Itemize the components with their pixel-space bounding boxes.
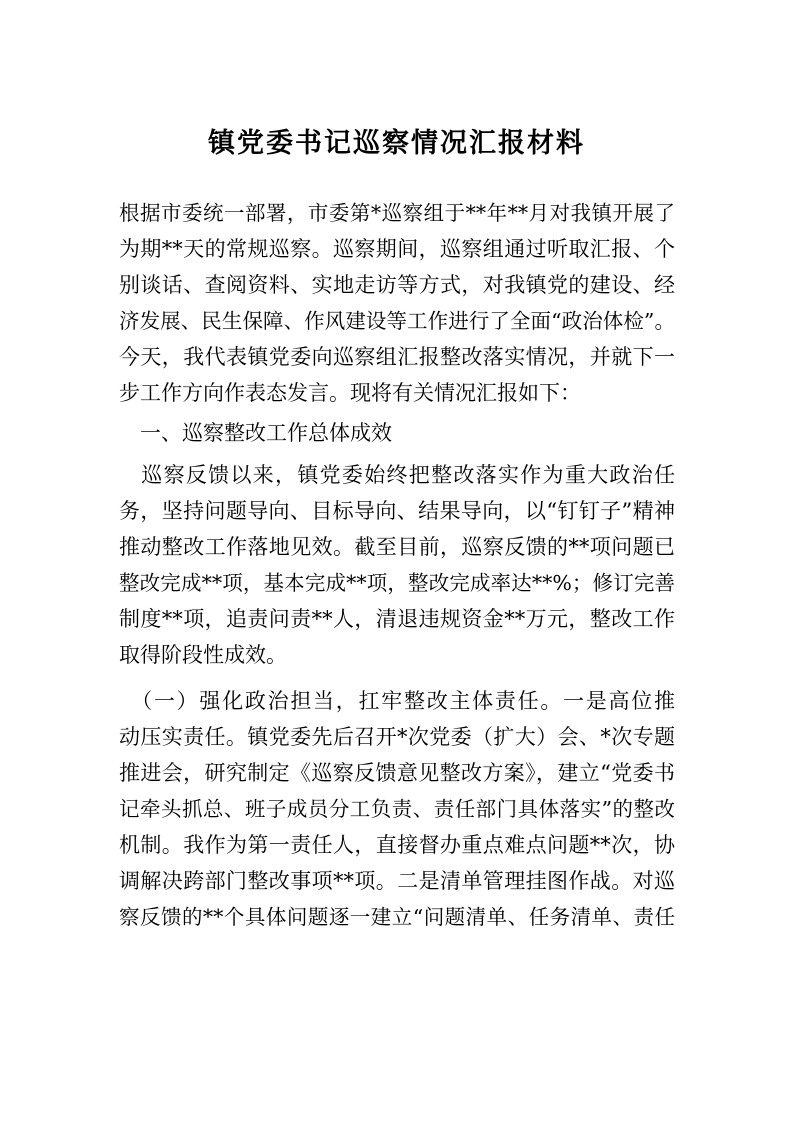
text-line: 制度**项，追责问责**人，清退违规资金**万元，整改工作 <box>119 607 675 631</box>
text-line: 取得阶段性成效。 <box>119 643 287 667</box>
text-line: 巡察反馈以来，镇党委始终把整改落实作为重大政治任 <box>119 463 675 487</box>
text-line: 根据市委统一部署，市委第*巡察组于**年**月对我镇开展了 <box>119 201 675 225</box>
text-line: 步工作方向作表态发言。现将有关情况汇报如下： <box>119 381 581 405</box>
text-line: 机制。我作为第一责任人，直接督办重点难点问题**次，协 <box>119 833 675 857</box>
text-line: 推进会，研究制定《巡察反馈意见整改方案》，建立“党委书 <box>119 761 675 785</box>
text-line: 调解决跨部门整改事项**项。二是清单管理挂图作战。对巡 <box>119 869 675 893</box>
text-line: （一）强化政治担当，扛牢整改主体责任。一是高位推 <box>119 689 675 713</box>
text-line: 察反馈的**个具体问题逐一建立“问题清单、任务清单、责任 <box>119 905 675 929</box>
text-line: 务，坚持问题导向、目标导向、结果导向，以“钉钉子”精神 <box>119 499 675 523</box>
section-heading: 一、巡察整改工作总体成效 <box>119 421 392 445</box>
text-line: 整改完成**项，基本完成**项，整改完成率达**%；修订完善 <box>119 571 675 595</box>
document-body <box>119 195 675 935</box>
text-line: 推动整改工作落地见效。截至目前，巡察反馈的**项问题已 <box>119 535 675 559</box>
text-line: 记牵头抓总、班子成员分工负责、责任部门具体落实”的整改 <box>119 797 675 821</box>
text-line: 济发展、民生保障、作风建设等工作进行了全面“政治体检”。 <box>119 309 675 333</box>
text-line: 动压实责任。镇党委先后召开*次党委（扩大）会、*次专题 <box>119 725 675 749</box>
document-title: 镇党委书记巡察情况汇报材料 <box>208 128 585 159</box>
text-line: 别谈话、查阅资料、实地走访等方式，对我镇党的建设、经 <box>119 273 675 297</box>
text-line: 为期**天的常规巡察。巡察期间，巡察组通过听取汇报、个 <box>119 237 675 261</box>
text-line: 今天，我代表镇党委向巡察组汇报整改落实情况，并就下一 <box>119 345 675 369</box>
